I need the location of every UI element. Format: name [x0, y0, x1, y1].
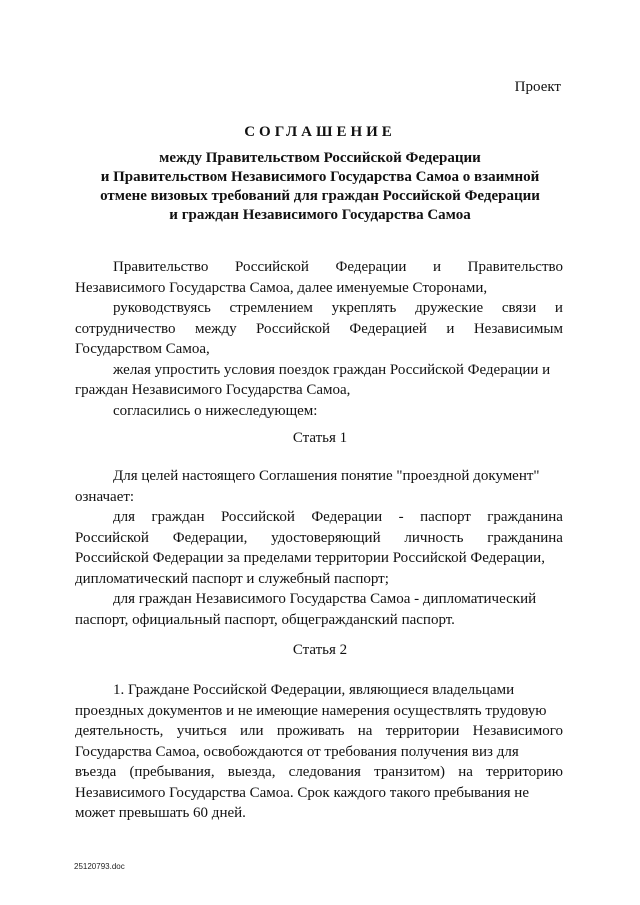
- article-2-body: [75, 680, 563, 824]
- preamble-line-8: согласились о нижеследующем:: [113, 402, 318, 419]
- word: Независимого: [472, 723, 563, 739]
- word: и: [554, 300, 563, 316]
- word: деятельность,: [75, 723, 164, 739]
- word: и: [446, 320, 455, 337]
- word: Федерацией: [349, 320, 427, 337]
- draft-stamp: Проект: [514, 79, 561, 95]
- word: территорию: [486, 764, 563, 780]
- preamble: [75, 257, 563, 421]
- word: паспорт: [420, 509, 471, 525]
- word: Российской: [75, 529, 149, 546]
- word: транзитом): [374, 764, 446, 780]
- word: следования: [288, 764, 361, 780]
- word: гражданина: [487, 509, 563, 525]
- article-2-line-5: [75, 762, 563, 783]
- word: Федерации: [335, 259, 407, 275]
- document-subtitle: [60, 149, 580, 225]
- word: Правительство: [113, 259, 209, 275]
- subtitle-line: и Правительством Независимого Государства Самоа о взаимной: [100, 169, 540, 185]
- word: выезда,: [227, 764, 276, 780]
- article-1-heading: Статья 1: [292, 430, 348, 446]
- document-file-code: 25120793.doc: [74, 862, 125, 871]
- word: граждан: [151, 509, 205, 525]
- word: личность: [404, 529, 464, 546]
- preamble-line-7: граждан Независимого Государства Самоа,: [75, 382, 351, 398]
- article-1-line-4: [75, 528, 563, 549]
- article-1-line-6: дипломатический паспорт и служебный паспорт;: [75, 570, 389, 587]
- word: Правительство: [467, 259, 563, 275]
- preamble-line-3: [75, 298, 563, 319]
- subtitle-line: и граждан Независимого Государства Самоа: [169, 207, 471, 223]
- article-1-line-8: паспорт, официальный паспорт, общегражданский паспорт.: [75, 611, 455, 628]
- word: связи: [501, 300, 537, 316]
- preamble-line-2: Независимого Государства Самоа, далее именуемые Сторонами,: [75, 279, 488, 296]
- article-1-line-5: Российской Федерации за пределами территории Российской Федерации,: [75, 550, 545, 566]
- preamble-line-6: желая упростить условия поездок граждан Российской Федерации и: [113, 361, 551, 378]
- word: учиться: [176, 723, 227, 739]
- word: для: [113, 509, 136, 525]
- subtitle-line: между Правительством Российской Федерации: [159, 150, 481, 166]
- word: (пребывания,: [129, 764, 215, 780]
- word: на: [357, 723, 373, 739]
- subtitle-line: отмене визовых требований для граждан Российской Федерации: [100, 188, 540, 204]
- word: сотрудничество: [75, 320, 176, 337]
- word: руководствуясь: [113, 300, 211, 316]
- word: гражданина: [487, 529, 563, 546]
- preamble-line-1: [75, 257, 563, 278]
- article-2-line-7: может превышать 60 дней.: [75, 805, 246, 821]
- article-1-line-1: Для целей настоящего Соглашения понятие "проездной документ": [113, 468, 540, 484]
- article-2-line-2: проездных документов и не имеющие намерения осуществлять трудовую: [75, 702, 547, 719]
- word: Федерации: [311, 509, 383, 525]
- word: между: [194, 320, 237, 337]
- article-2-line-1: 1. Граждане Российской Федерации, являющиеся владельцами: [113, 682, 515, 698]
- article-1-line-2: означает:: [75, 488, 135, 505]
- word: или: [240, 723, 264, 739]
- word: на: [458, 764, 473, 780]
- word: удостоверяющий: [271, 529, 381, 546]
- word: Федерации,: [172, 529, 248, 546]
- word: Независимым: [473, 320, 563, 337]
- word: укреплять: [331, 300, 397, 316]
- word: и: [433, 259, 442, 275]
- word: территории: [385, 723, 460, 739]
- word: дружеские: [415, 300, 484, 316]
- word: стремлением: [229, 300, 313, 316]
- article-2-line-6: Независимого Государства Самоа. Срок каждого такого пребывания не: [75, 784, 529, 801]
- document-title: СОГЛАШЕНИЕ: [244, 124, 396, 140]
- word: въезда: [75, 764, 117, 780]
- article-2-heading: Статья 2: [292, 642, 348, 658]
- article-1-line-3: [75, 507, 563, 528]
- word: Российской: [234, 259, 309, 275]
- word: Российской: [220, 509, 295, 525]
- article-2-line-3: [75, 721, 563, 742]
- word: проживать: [276, 723, 345, 739]
- word: -: [398, 509, 404, 525]
- article-2-line-4: Государства Самоа, освобождаются от требования получения виз для: [75, 743, 519, 760]
- preamble-line-5: Государством Самоа,: [75, 341, 210, 357]
- preamble-line-4: [75, 319, 563, 340]
- article-1-line-7: для граждан Независимого Государства Самоа - дипломатический: [113, 591, 537, 607]
- article-1-body: [75, 466, 563, 630]
- word: Российской: [256, 320, 330, 337]
